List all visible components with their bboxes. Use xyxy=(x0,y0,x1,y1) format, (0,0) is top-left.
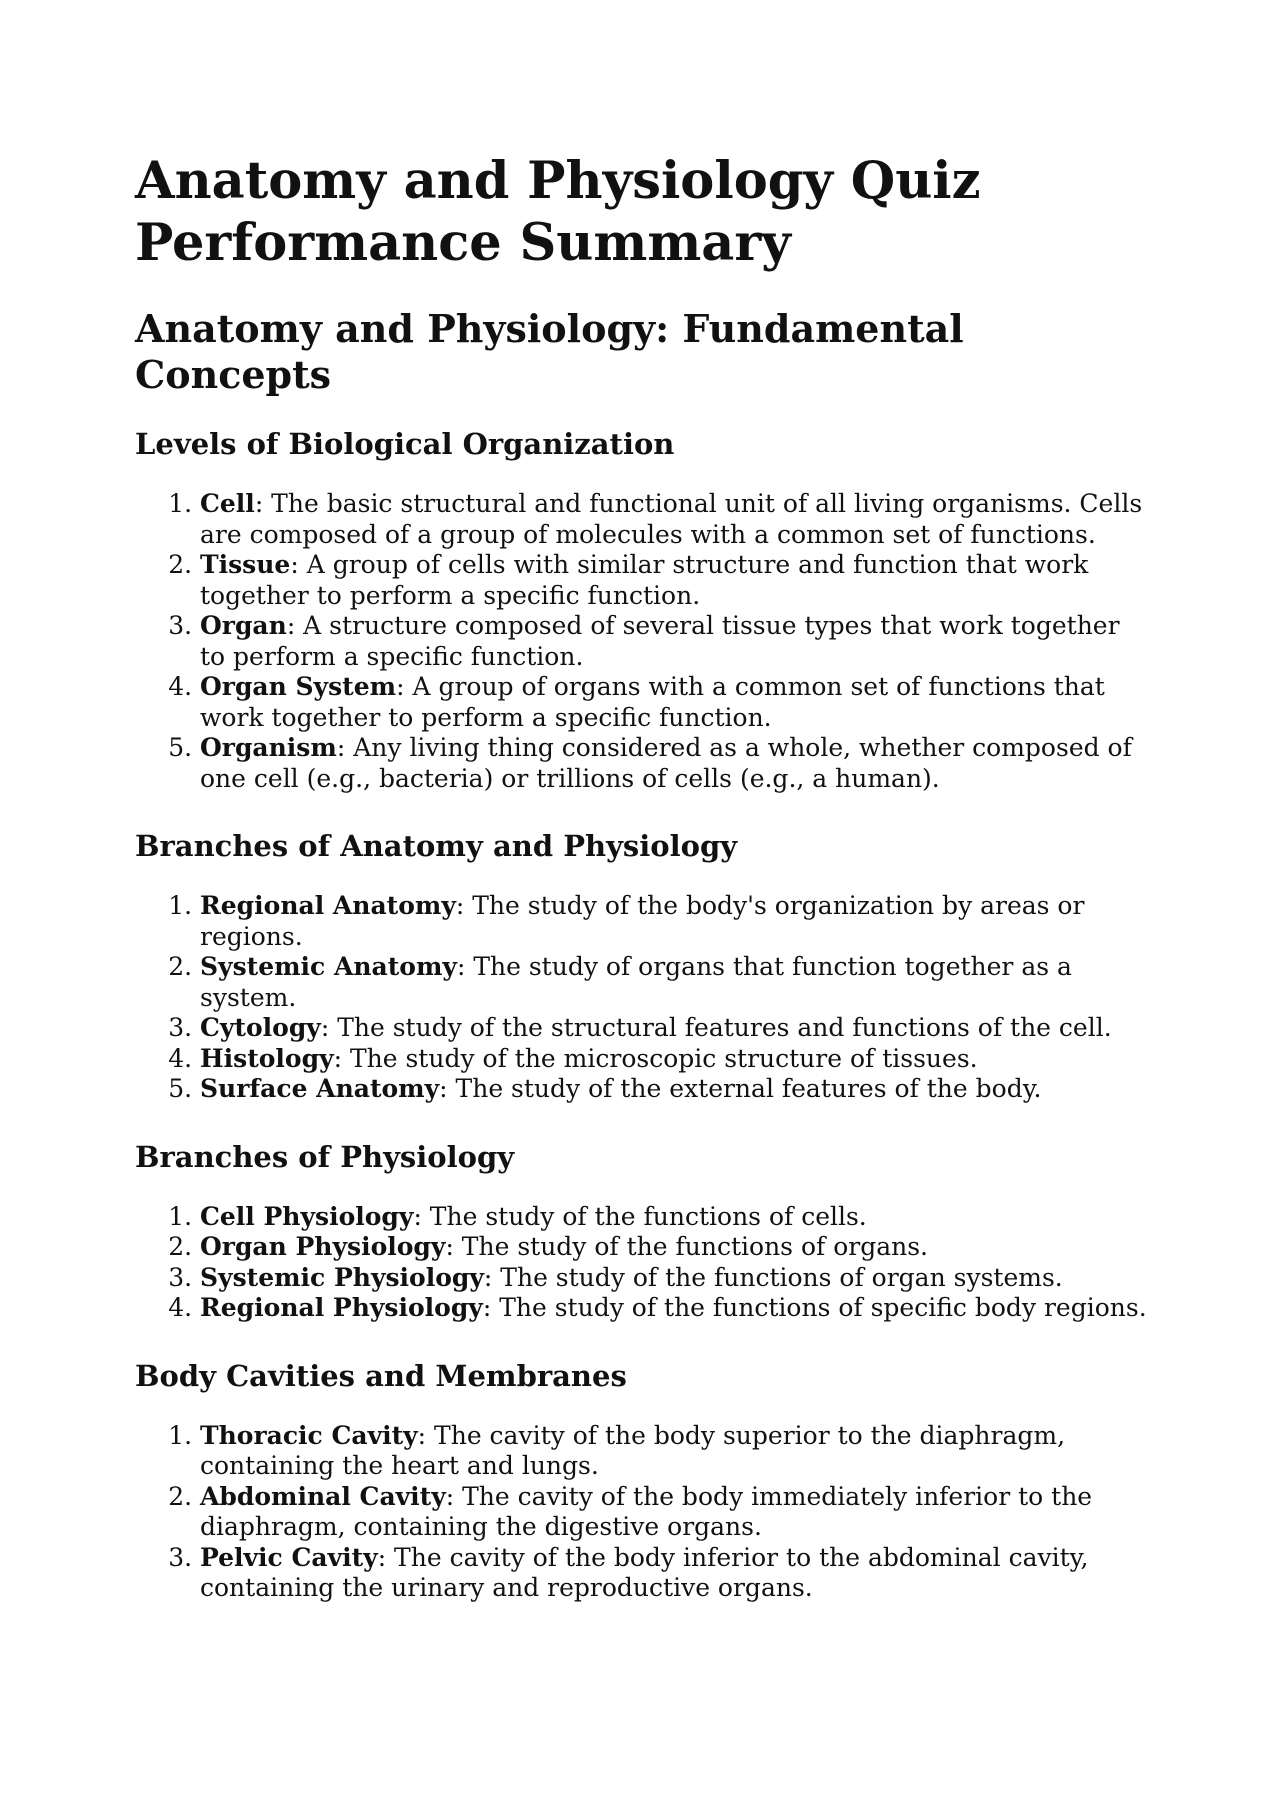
list-item xyxy=(200,952,1150,1013)
term: Abdominal Cavity xyxy=(200,1481,446,1511)
list-item xyxy=(200,489,1150,550)
definition: : The study of the functions of organ systems. xyxy=(483,1262,1063,1292)
definition: : The study of organs that function together as a system. xyxy=(200,952,1072,1012)
definition: : A group of cells with similar structure and function that work together to perform a specific function. xyxy=(200,550,1089,610)
definition: : A structure composed of several tissue types that work together to perform a specific function. xyxy=(200,611,1120,671)
term: Organ System xyxy=(200,672,397,701)
term: Regional Physiology xyxy=(200,1293,483,1322)
list-item xyxy=(200,1232,1150,1263)
definition: : A group of organs with a common set of functions that work together to perform a specific function. xyxy=(200,672,1105,732)
term: Systemic Anatomy xyxy=(200,952,457,981)
term: Cell xyxy=(200,489,255,518)
body-cavities-list xyxy=(135,1421,1150,1604)
section-body-cavities xyxy=(135,1358,1150,1604)
definition: : The study of the functions of organs. xyxy=(445,1232,928,1261)
definition: : The cavity of the body superior to the diaphragm, containing the heart and lungs. xyxy=(200,1420,1066,1480)
term: Organ Physiology xyxy=(200,1232,446,1261)
section-heading: Branches of Anatomy and Physiology xyxy=(135,829,738,863)
levels-list xyxy=(135,489,1150,794)
section-branches-anatomy-physiology xyxy=(135,828,1150,1105)
term: Organism xyxy=(200,733,337,762)
section-heading: Branches of Physiology xyxy=(135,1139,515,1174)
page-title: Anatomy and Physiology Quiz Performance Summary xyxy=(135,151,981,273)
term: Organ xyxy=(200,611,287,640)
list-item xyxy=(200,891,1150,952)
definition: : The cavity of the body immediately inferior to the diaphragm, containing the digestive organs. xyxy=(200,1481,1093,1541)
term: Surface Anatomy xyxy=(200,1074,440,1103)
section-heading: Levels of Biological Organization xyxy=(135,427,675,461)
list-item xyxy=(200,1421,1150,1482)
definition: : The basic structural and functional unit of all living organisms. Cells are composed of a group of molecules with a common set of functions. xyxy=(200,489,1143,549)
list-item xyxy=(200,733,1150,794)
term: Cell Physiology xyxy=(200,1201,414,1231)
section-levels-of-organization xyxy=(135,426,1150,794)
definition: : The study of the microscopic structure of tissues. xyxy=(333,1043,978,1073)
list-item xyxy=(200,1074,1150,1105)
document-subtitle: Anatomy and Physiology: Fundamental Concepts xyxy=(135,306,964,397)
term: Regional Anatomy xyxy=(200,891,456,920)
definition: : Any living thing considered as a whole, whether composed of one cell (e.g., bacteria) or trillions of cells (e.g., a human). xyxy=(200,733,1132,793)
branches-anatomy-list xyxy=(135,891,1150,1105)
list-item xyxy=(200,1202,1150,1233)
term: Thoracic Cavity xyxy=(200,1420,418,1450)
list-item xyxy=(200,1263,1150,1294)
list-item xyxy=(200,672,1150,733)
list-item xyxy=(200,550,1150,611)
term: Cytology xyxy=(200,1013,321,1042)
section-branches-physiology xyxy=(135,1139,1150,1324)
list-item xyxy=(200,1293,1150,1324)
definition: : The study of the functions of cells. xyxy=(413,1201,867,1231)
term: Tissue xyxy=(200,550,291,579)
list-item xyxy=(200,1543,1150,1604)
list-item xyxy=(200,1013,1150,1044)
definition: : The study of the body's organization by areas or regions. xyxy=(200,891,1085,951)
list-item xyxy=(200,611,1150,672)
branches-physiology-list xyxy=(135,1202,1150,1324)
section-heading: Body Cavities and Membranes xyxy=(135,1358,627,1393)
definition: : The study of the structural features and functions of the cell. xyxy=(320,1013,1112,1042)
list-item xyxy=(200,1044,1150,1075)
definition: : The study of the external features of the body. xyxy=(439,1074,1042,1103)
definition: : The study of the functions of specific body regions. xyxy=(482,1293,1147,1322)
term: Systemic Physiology xyxy=(200,1262,484,1292)
term: Pelvic Cavity xyxy=(200,1542,378,1572)
list-item xyxy=(200,1482,1150,1543)
definition: : The cavity of the body inferior to the abdominal cavity, containing the urinary and reproductive organs. xyxy=(200,1542,1089,1602)
term: Histology xyxy=(200,1043,334,1073)
